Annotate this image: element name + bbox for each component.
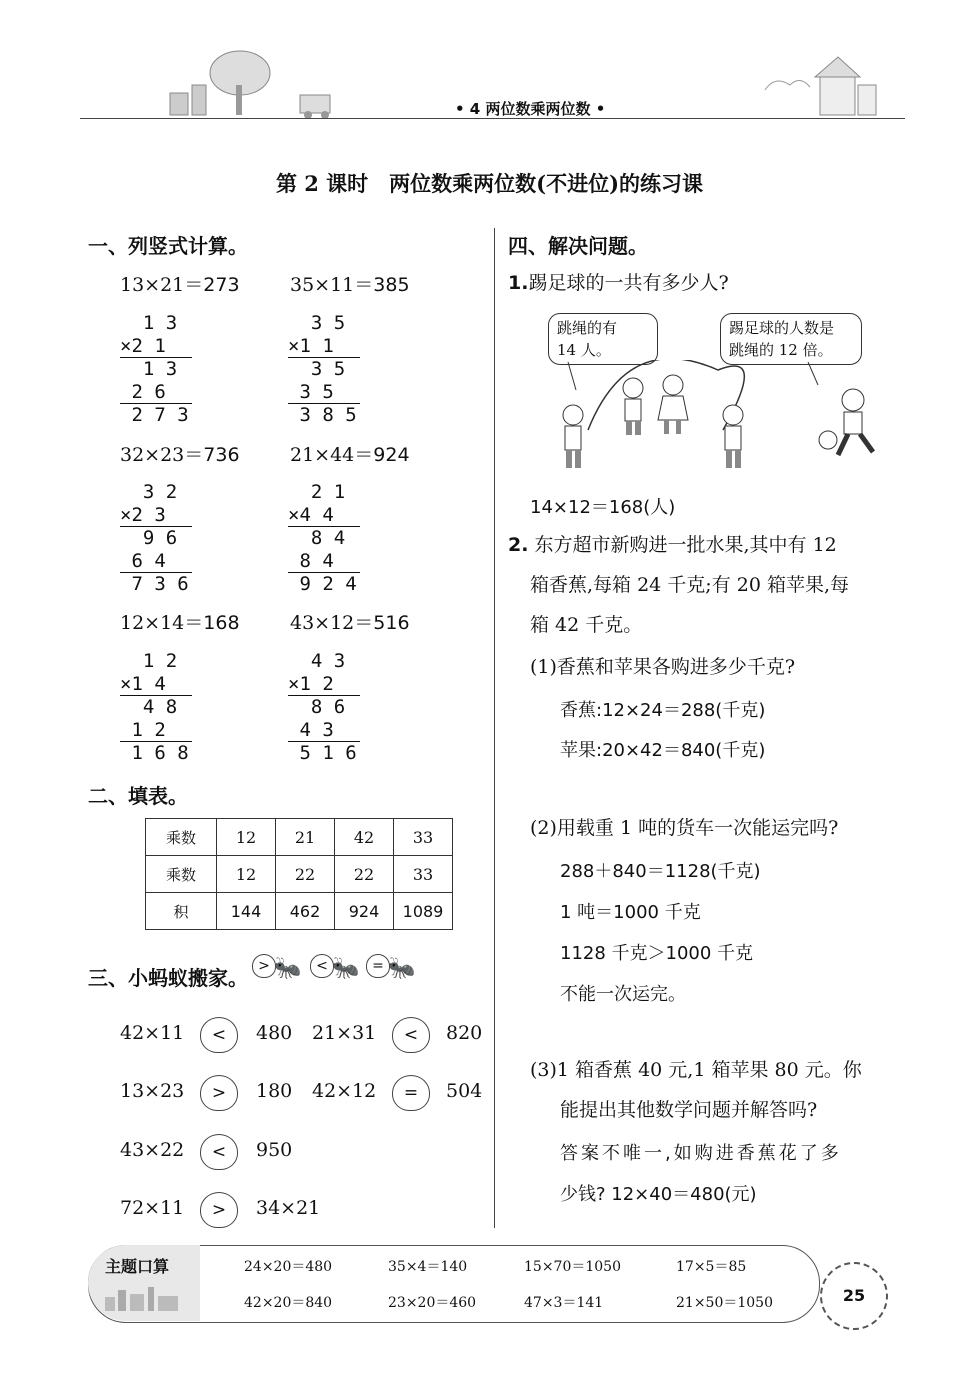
mental-math-item: 21×50＝1050 <box>676 1295 773 1311</box>
compare-right: 820 <box>446 1022 483 1044</box>
city-skyline-icon <box>100 1282 190 1312</box>
mental-math-item: 23×20＝460 <box>388 1295 477 1311</box>
page-number: 25 <box>820 1262 888 1330</box>
mental-math-item: 24×20＝480 <box>244 1259 333 1275</box>
vertical-calculation: 2 1 ×4 4 8 4 8 4 9 2 4 <box>288 481 360 596</box>
compare-right: 504 <box>446 1080 483 1102</box>
mental-math-item: 17×5＝85 <box>676 1259 747 1275</box>
section1-title: 一、列竖式计算。 <box>88 234 248 258</box>
vertical-calculation: 3 2 ×2 3 9 6 6 4 7 3 6 <box>120 481 192 596</box>
compare-right: 950 <box>256 1139 293 1161</box>
table-cell: 33 <box>394 856 453 893</box>
q2-sub2-answer: 1 吨＝1000 千克 <box>560 902 701 923</box>
compare-sign: < <box>200 1017 238 1053</box>
ant-sign-badge: = <box>366 954 390 978</box>
compare-sign: > <box>200 1075 238 1111</box>
q2-sub2-answer: 288＋840＝1128(千克) <box>560 861 761 882</box>
vertical-calculation: 1 3 ×2 1 1 3 2 6 2 7 3 <box>120 312 192 427</box>
compare-sign: < <box>392 1017 430 1053</box>
vertical-calculation: 4 3 ×1 2 8 6 4 3 5 1 6 <box>288 650 360 765</box>
problem-equation: 35×11＝385 <box>290 274 410 296</box>
fill-table <box>145 818 453 930</box>
table-cell: 12 <box>217 819 276 856</box>
q2-sub1: (1)香蕉和苹果各购进多少千克? <box>530 656 796 678</box>
q2-sub1-answer: 香蕉:12×24＝288(千克) <box>560 700 766 721</box>
compare-sign: < <box>200 1134 238 1170</box>
compare-left: 42×11 <box>120 1022 185 1044</box>
problem-equation: 43×12＝516 <box>290 612 410 634</box>
question-1: 1.踢足球的一共有多少人? <box>508 272 729 294</box>
column-divider <box>494 228 495 1228</box>
table-cell: 21 <box>276 819 335 856</box>
ant-icon: 🐜 <box>332 956 360 981</box>
chapter-title: • 4 两位数乘两位数 • <box>455 100 606 118</box>
q2-sub3-answer: 答案不唯一,如购进香蕉花了多 <box>560 1143 842 1164</box>
ant-sign-badge: < <box>310 954 334 978</box>
table-cell: 924 <box>335 893 394 930</box>
mental-math-item: 47×3＝141 <box>524 1295 604 1311</box>
compare-left: 13×23 <box>120 1080 185 1102</box>
q2-sub1-answer: 苹果:20×42＝840(千克) <box>560 740 766 761</box>
section2-title: 二、填表。 <box>88 784 188 808</box>
q2-sub3-answer: 少钱? 12×40＝480(元) <box>560 1184 757 1205</box>
problem-equation: 12×14＝168 <box>120 612 240 634</box>
footer-label: 主题口算 <box>105 1257 170 1276</box>
problem-equation: 13×21＝273 <box>120 274 240 296</box>
table-cell: 42 <box>335 819 394 856</box>
table-cell: 33 <box>394 819 453 856</box>
compare-left: 21×31 <box>312 1022 377 1044</box>
ant-icon: 🐜 <box>274 956 302 981</box>
q2-sub2-answer: 不能一次运完。 <box>560 984 686 1005</box>
table-cell: 144 <box>217 893 276 930</box>
table-row-label: 乘数 <box>146 819 217 856</box>
vertical-calculation: 3 5 ×1 1 3 5 3 5 3 8 5 <box>288 312 360 427</box>
compare-left: 72×11 <box>120 1197 185 1219</box>
speech-bubble-left: 跳绳的有 14 人。 <box>548 313 658 365</box>
q2-sub3: (3)1 箱香蕉 40 元,1 箱苹果 80 元。你 能提出其他数学问题并解答吗? <box>530 1059 862 1121</box>
problem-equation: 21×44＝924 <box>290 444 410 466</box>
q1-answer: 14×12＝168(人) <box>530 497 676 518</box>
section4-title: 四、解决问题。 <box>508 234 648 258</box>
compare-sign: = <box>392 1075 430 1111</box>
table-row <box>146 893 453 930</box>
table-cell: 12 <box>217 856 276 893</box>
compare-sign: > <box>200 1192 238 1228</box>
table-cell: 1089 <box>394 893 453 930</box>
speech-bubble-right: 踢足球的人数是 跳绳的 12 倍。 <box>720 313 862 365</box>
problem-equation: 32×23＝736 <box>120 444 240 466</box>
table-cell: 22 <box>276 856 335 893</box>
table-row-label: 乘数 <box>146 856 217 893</box>
table-row <box>146 819 453 856</box>
ant-sign-badge: > <box>252 954 276 978</box>
mental-math-item: 42×20＝840 <box>244 1295 333 1311</box>
compare-left: 42×12 <box>312 1080 377 1102</box>
table-cell: 462 <box>276 893 335 930</box>
q2-sub2: (2)用载重 1 吨的货车一次能运完吗? <box>530 817 839 839</box>
mental-math-item: 35×4＝140 <box>388 1259 468 1275</box>
q2-sub2-answer: 1128 千克＞1000 千克 <box>560 943 754 964</box>
compare-right: 34×21 <box>256 1197 321 1219</box>
ant-icon: 🐜 <box>388 956 416 981</box>
lesson-title: 第 2 课时 两位数乘两位数(不进位)的练习课 <box>275 171 704 196</box>
mental-math-item: 15×70＝1050 <box>524 1259 621 1275</box>
compare-left: 43×22 <box>120 1139 185 1161</box>
ant-group <box>252 950 422 995</box>
section3-title: 三、小蚂蚁搬家。 <box>88 966 248 990</box>
kids-illustration <box>548 360 898 475</box>
question-2: 2. 东方超市新购进一批水果,其中有 12 箱香蕉,每箱 24 千克;有 20 箱苹果,每 箱 42 千克。 <box>508 534 849 636</box>
table-row <box>146 856 453 893</box>
table-cell: 22 <box>335 856 394 893</box>
table-row-label: 积 <box>146 893 217 930</box>
vertical-calculation: 1 2 ×1 4 4 8 1 2 1 6 8 <box>120 650 192 765</box>
compare-right: 180 <box>256 1080 293 1102</box>
compare-right: 480 <box>256 1022 293 1044</box>
